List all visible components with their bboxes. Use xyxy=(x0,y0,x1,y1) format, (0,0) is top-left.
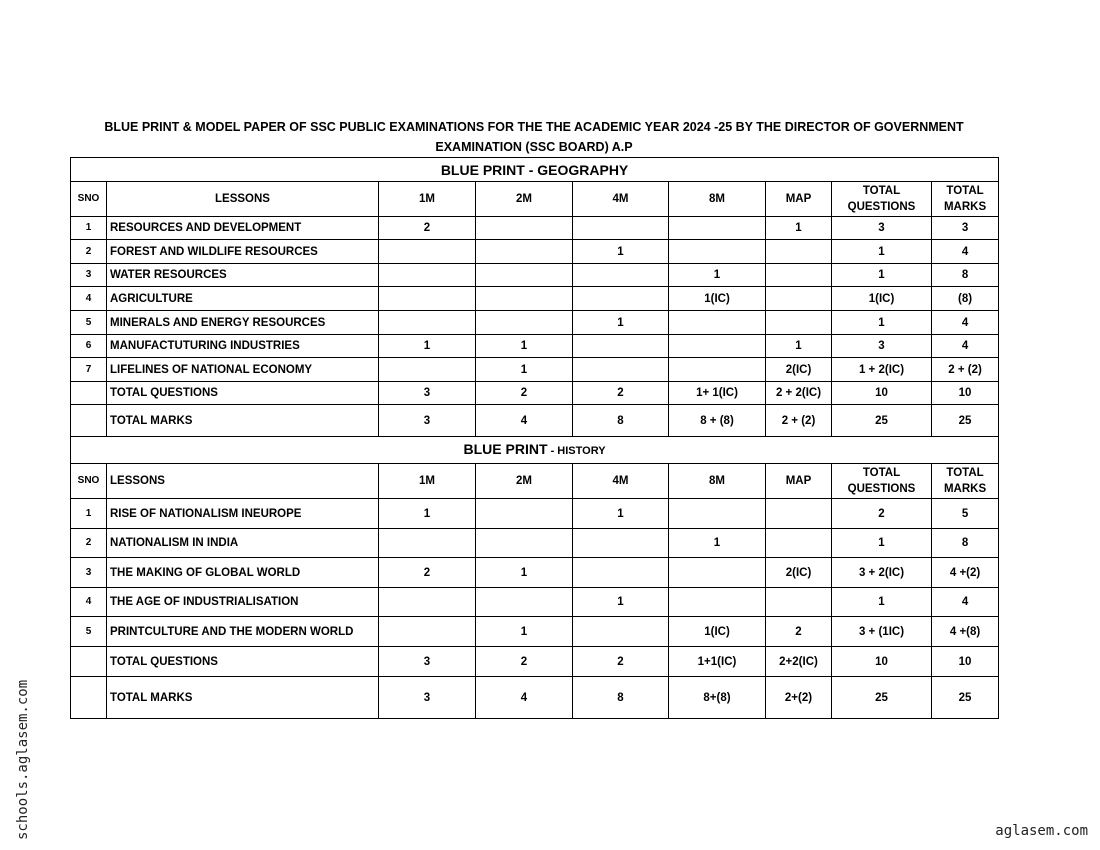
header-total-marks-line2: MARKS xyxy=(943,483,987,495)
header-total-questions-line1: TOTAL xyxy=(862,185,901,197)
cell-1m: 3 xyxy=(379,382,476,405)
cell-lesson: PRINTCULTURE AND THE MODERN WORLD xyxy=(107,617,379,647)
cell-1m: 3 xyxy=(379,647,476,677)
cell-total-marks: 4 +(2) xyxy=(932,558,999,588)
title-line-2: EXAMINATION (SSC BOARD) A.P xyxy=(435,140,633,154)
header-sno: SNO xyxy=(71,182,107,217)
cell-map xyxy=(766,529,832,558)
cell-total-questions: 10 xyxy=(832,382,932,405)
cell-8m: 1(IC) xyxy=(669,617,766,647)
cell-total-marks: 4 xyxy=(932,335,999,358)
cell-1m: 2 xyxy=(379,558,476,588)
cell-2m xyxy=(476,240,573,264)
cell-map xyxy=(766,264,832,287)
cell-total-questions: 25 xyxy=(832,677,932,719)
cell-8m: 8 + (8) xyxy=(669,405,766,437)
cell-8m: 1+1(IC) xyxy=(669,647,766,677)
cell-2m xyxy=(476,217,573,240)
header-4m: 4M xyxy=(573,182,669,217)
cell-4m: 8 xyxy=(573,405,669,437)
cell-sno xyxy=(71,647,107,677)
cell-total-marks: 8 xyxy=(932,264,999,287)
cell-lesson: FOREST AND WILDLIFE RESOURCES xyxy=(107,240,379,264)
cell-sno: 4 xyxy=(71,588,107,617)
cell-4m: 1 xyxy=(573,240,669,264)
cell-4m xyxy=(573,558,669,588)
cell-2m: 4 xyxy=(476,677,573,719)
cell-4m: 1 xyxy=(573,311,669,335)
cell-2m: 2 xyxy=(476,382,573,405)
cell-map: 2 xyxy=(766,617,832,647)
cell-sno xyxy=(71,405,107,437)
cell-total-questions: 1 xyxy=(832,588,932,617)
cell-sno: 2 xyxy=(71,529,107,558)
side-watermark: schools.aglasem.com xyxy=(15,679,31,840)
cell-map: 2+2(IC) xyxy=(766,647,832,677)
header-total-questions xyxy=(832,182,932,217)
cell-4m xyxy=(573,335,669,358)
cell-2m xyxy=(476,287,573,311)
cell-lesson: TOTAL QUESTIONS xyxy=(107,647,379,677)
cell-1m xyxy=(379,529,476,558)
cell-total-questions: 1 xyxy=(832,529,932,558)
cell-1m xyxy=(379,588,476,617)
cell-2m: 1 xyxy=(476,358,573,382)
cell-1m xyxy=(379,358,476,382)
table-row xyxy=(71,335,999,358)
table-row xyxy=(71,588,999,617)
cell-map: 1 xyxy=(766,335,832,358)
table-row xyxy=(71,529,999,558)
cell-lesson: MANUFACTUTURING INDUSTRIES xyxy=(107,335,379,358)
cell-1m xyxy=(379,240,476,264)
cell-total-questions: 3 xyxy=(832,335,932,358)
cell-total-marks: 3 xyxy=(932,217,999,240)
cell-2m xyxy=(476,311,573,335)
cell-sno: 5 xyxy=(71,311,107,335)
cell-total-questions: 3 + (1IC) xyxy=(832,617,932,647)
cell-4m xyxy=(573,287,669,311)
cell-1m xyxy=(379,311,476,335)
header-2m: 2M xyxy=(476,464,573,499)
cell-map: 1 xyxy=(766,217,832,240)
cell-lesson: NATIONALISM IN INDIA xyxy=(107,529,379,558)
cell-total-marks: 4 xyxy=(932,311,999,335)
cell-total-marks: 10 xyxy=(932,382,999,405)
cell-2m xyxy=(476,588,573,617)
header-8m: 8M xyxy=(669,182,766,217)
header-sno: SNO xyxy=(71,464,107,499)
table-row xyxy=(71,217,999,240)
table-row xyxy=(71,287,999,311)
cell-sno xyxy=(71,382,107,405)
cell-8m: 1 xyxy=(669,264,766,287)
cell-4m xyxy=(573,617,669,647)
header-2m: 2M xyxy=(476,182,573,217)
cell-8m xyxy=(669,240,766,264)
cell-lesson: WATER RESOURCES xyxy=(107,264,379,287)
cell-1m: 3 xyxy=(379,405,476,437)
table-row xyxy=(71,647,999,677)
header-map: MAP xyxy=(766,464,832,499)
cell-sno: 5 xyxy=(71,617,107,647)
cell-8m: 1 xyxy=(669,529,766,558)
cell-1m xyxy=(379,264,476,287)
cell-8m xyxy=(669,558,766,588)
cell-sno: 1 xyxy=(71,499,107,529)
cell-2m: 2 xyxy=(476,647,573,677)
cell-8m: 1(IC) xyxy=(669,287,766,311)
cell-map xyxy=(766,588,832,617)
cell-map: 2(IC) xyxy=(766,358,832,382)
history-title-main: BLUE PRINT xyxy=(463,441,548,457)
cell-total-questions: 3 xyxy=(832,217,932,240)
table-row xyxy=(71,382,999,405)
cell-sno: 4 xyxy=(71,287,107,311)
header-4m: 4M xyxy=(573,464,669,499)
cell-map: 2(IC) xyxy=(766,558,832,588)
table-row xyxy=(71,677,999,719)
cell-4m: 8 xyxy=(573,677,669,719)
cell-map xyxy=(766,240,832,264)
table-row xyxy=(71,617,999,647)
cell-4m xyxy=(573,358,669,382)
corner-watermark: aglasem.com xyxy=(995,823,1088,839)
cell-8m: 1+ 1(IC) xyxy=(669,382,766,405)
cell-4m xyxy=(573,529,669,558)
history-title xyxy=(71,437,999,464)
cell-sno: 2 xyxy=(71,240,107,264)
table-row xyxy=(71,240,999,264)
cell-1m: 3 xyxy=(379,677,476,719)
cell-lesson: AGRICULTURE xyxy=(107,287,379,311)
cell-2m xyxy=(476,499,573,529)
table-row xyxy=(71,358,999,382)
cell-total-marks: 25 xyxy=(932,405,999,437)
cell-map xyxy=(766,287,832,311)
cell-total-questions: 1(IC) xyxy=(832,287,932,311)
table-row xyxy=(71,264,999,287)
cell-map: 2 + (2) xyxy=(766,405,832,437)
geography-title: BLUE PRINT - GEOGRAPHY xyxy=(71,158,999,182)
cell-8m xyxy=(669,217,766,240)
geography-title-row xyxy=(71,158,999,182)
header-total-questions-line2: QUESTIONS xyxy=(847,201,916,213)
cell-lesson: RISE OF NATIONALISM INEUROPE xyxy=(107,499,379,529)
cell-4m xyxy=(573,217,669,240)
cell-map xyxy=(766,311,832,335)
cell-total-questions: 1 xyxy=(832,311,932,335)
cell-2m xyxy=(476,529,573,558)
header-lessons: LESSONS xyxy=(107,464,379,499)
header-total-marks-line1: TOTAL xyxy=(946,467,984,479)
cell-2m: 1 xyxy=(476,617,573,647)
cell-total-marks: (8) xyxy=(932,287,999,311)
cell-total-marks: 2 + (2) xyxy=(932,358,999,382)
blueprint-table xyxy=(70,157,999,719)
header-total-questions-line1: TOTAL xyxy=(862,467,901,479)
cell-total-marks: 4 xyxy=(932,240,999,264)
cell-8m: 8+(8) xyxy=(669,677,766,719)
header-total-marks-line1: TOTAL xyxy=(946,185,984,197)
header-8m: 8M xyxy=(669,464,766,499)
header-total-marks xyxy=(932,182,999,217)
header-1m: 1M xyxy=(379,182,476,217)
cell-total-questions: 3 + 2(IC) xyxy=(832,558,932,588)
table-row xyxy=(71,311,999,335)
header-total-marks-line2: MARKS xyxy=(943,201,987,213)
header-1m: 1M xyxy=(379,464,476,499)
cell-8m xyxy=(669,499,766,529)
cell-total-questions: 1 xyxy=(832,264,932,287)
cell-map: 2 + 2(IC) xyxy=(766,382,832,405)
cell-1m xyxy=(379,617,476,647)
cell-4m: 1 xyxy=(573,499,669,529)
cell-sno: 3 xyxy=(71,558,107,588)
cell-lesson: THE MAKING OF GLOBAL WORLD xyxy=(107,558,379,588)
cell-lesson: MINERALS AND ENERGY RESOURCES xyxy=(107,311,379,335)
cell-1m: 1 xyxy=(379,499,476,529)
cell-2m: 4 xyxy=(476,405,573,437)
cell-total-questions: 1 xyxy=(832,240,932,264)
history-title-row xyxy=(71,437,999,464)
cell-total-questions: 10 xyxy=(832,647,932,677)
header-lessons: LESSONS xyxy=(107,182,379,217)
cell-total-marks: 4 xyxy=(932,588,999,617)
cell-1m xyxy=(379,287,476,311)
table-row xyxy=(71,558,999,588)
cell-sno: 7 xyxy=(71,358,107,382)
cell-4m: 2 xyxy=(573,382,669,405)
cell-sno: 3 xyxy=(71,264,107,287)
table-row xyxy=(71,499,999,529)
cell-8m xyxy=(669,311,766,335)
table-row xyxy=(71,405,999,437)
header-total-questions-line2: QUESTIONS xyxy=(847,483,916,495)
cell-sno: 1 xyxy=(71,217,107,240)
cell-1m: 2 xyxy=(379,217,476,240)
cell-total-marks: 25 xyxy=(932,677,999,719)
cell-sno: 6 xyxy=(71,335,107,358)
cell-map xyxy=(766,499,832,529)
cell-total-questions: 2 xyxy=(832,499,932,529)
cell-4m: 1 xyxy=(573,588,669,617)
cell-total-marks: 8 xyxy=(932,529,999,558)
cell-8m xyxy=(669,588,766,617)
cell-4m xyxy=(573,264,669,287)
cell-map: 2+(2) xyxy=(766,677,832,719)
cell-lesson: TOTAL MARKS xyxy=(107,405,379,437)
cell-1m: 1 xyxy=(379,335,476,358)
cell-2m xyxy=(476,264,573,287)
header-map: MAP xyxy=(766,182,832,217)
header-total-marks xyxy=(932,464,999,499)
cell-8m xyxy=(669,335,766,358)
cell-lesson: TOTAL MARKS xyxy=(107,677,379,719)
geography-header-row xyxy=(71,182,999,217)
cell-total-questions: 25 xyxy=(832,405,932,437)
cell-8m xyxy=(669,358,766,382)
cell-sno xyxy=(71,677,107,719)
cell-2m: 1 xyxy=(476,335,573,358)
cell-total-questions: 1 + 2(IC) xyxy=(832,358,932,382)
cell-total-marks: 10 xyxy=(932,647,999,677)
cell-lesson: LIFELINES OF NATIONAL ECONOMY xyxy=(107,358,379,382)
document-title xyxy=(70,117,998,157)
cell-total-marks: 4 +(8) xyxy=(932,617,999,647)
cell-lesson: THE AGE OF INDUSTRIALISATION xyxy=(107,588,379,617)
history-title-sub: - HISTORY xyxy=(547,445,606,457)
cell-total-marks: 5 xyxy=(932,499,999,529)
cell-lesson: RESOURCES AND DEVELOPMENT xyxy=(107,217,379,240)
title-line-1: BLUE PRINT & MODEL PAPER OF SSC PUBLIC EXAMINATIONS FOR THE THE ACADEMIC YEAR 2024 -25 BY THE DIRECTOR OF GOVERNMENT xyxy=(104,120,964,134)
cell-2m: 1 xyxy=(476,558,573,588)
cell-4m: 2 xyxy=(573,647,669,677)
history-header-row xyxy=(71,464,999,499)
cell-lesson: TOTAL QUESTIONS xyxy=(107,382,379,405)
header-total-questions xyxy=(832,464,932,499)
